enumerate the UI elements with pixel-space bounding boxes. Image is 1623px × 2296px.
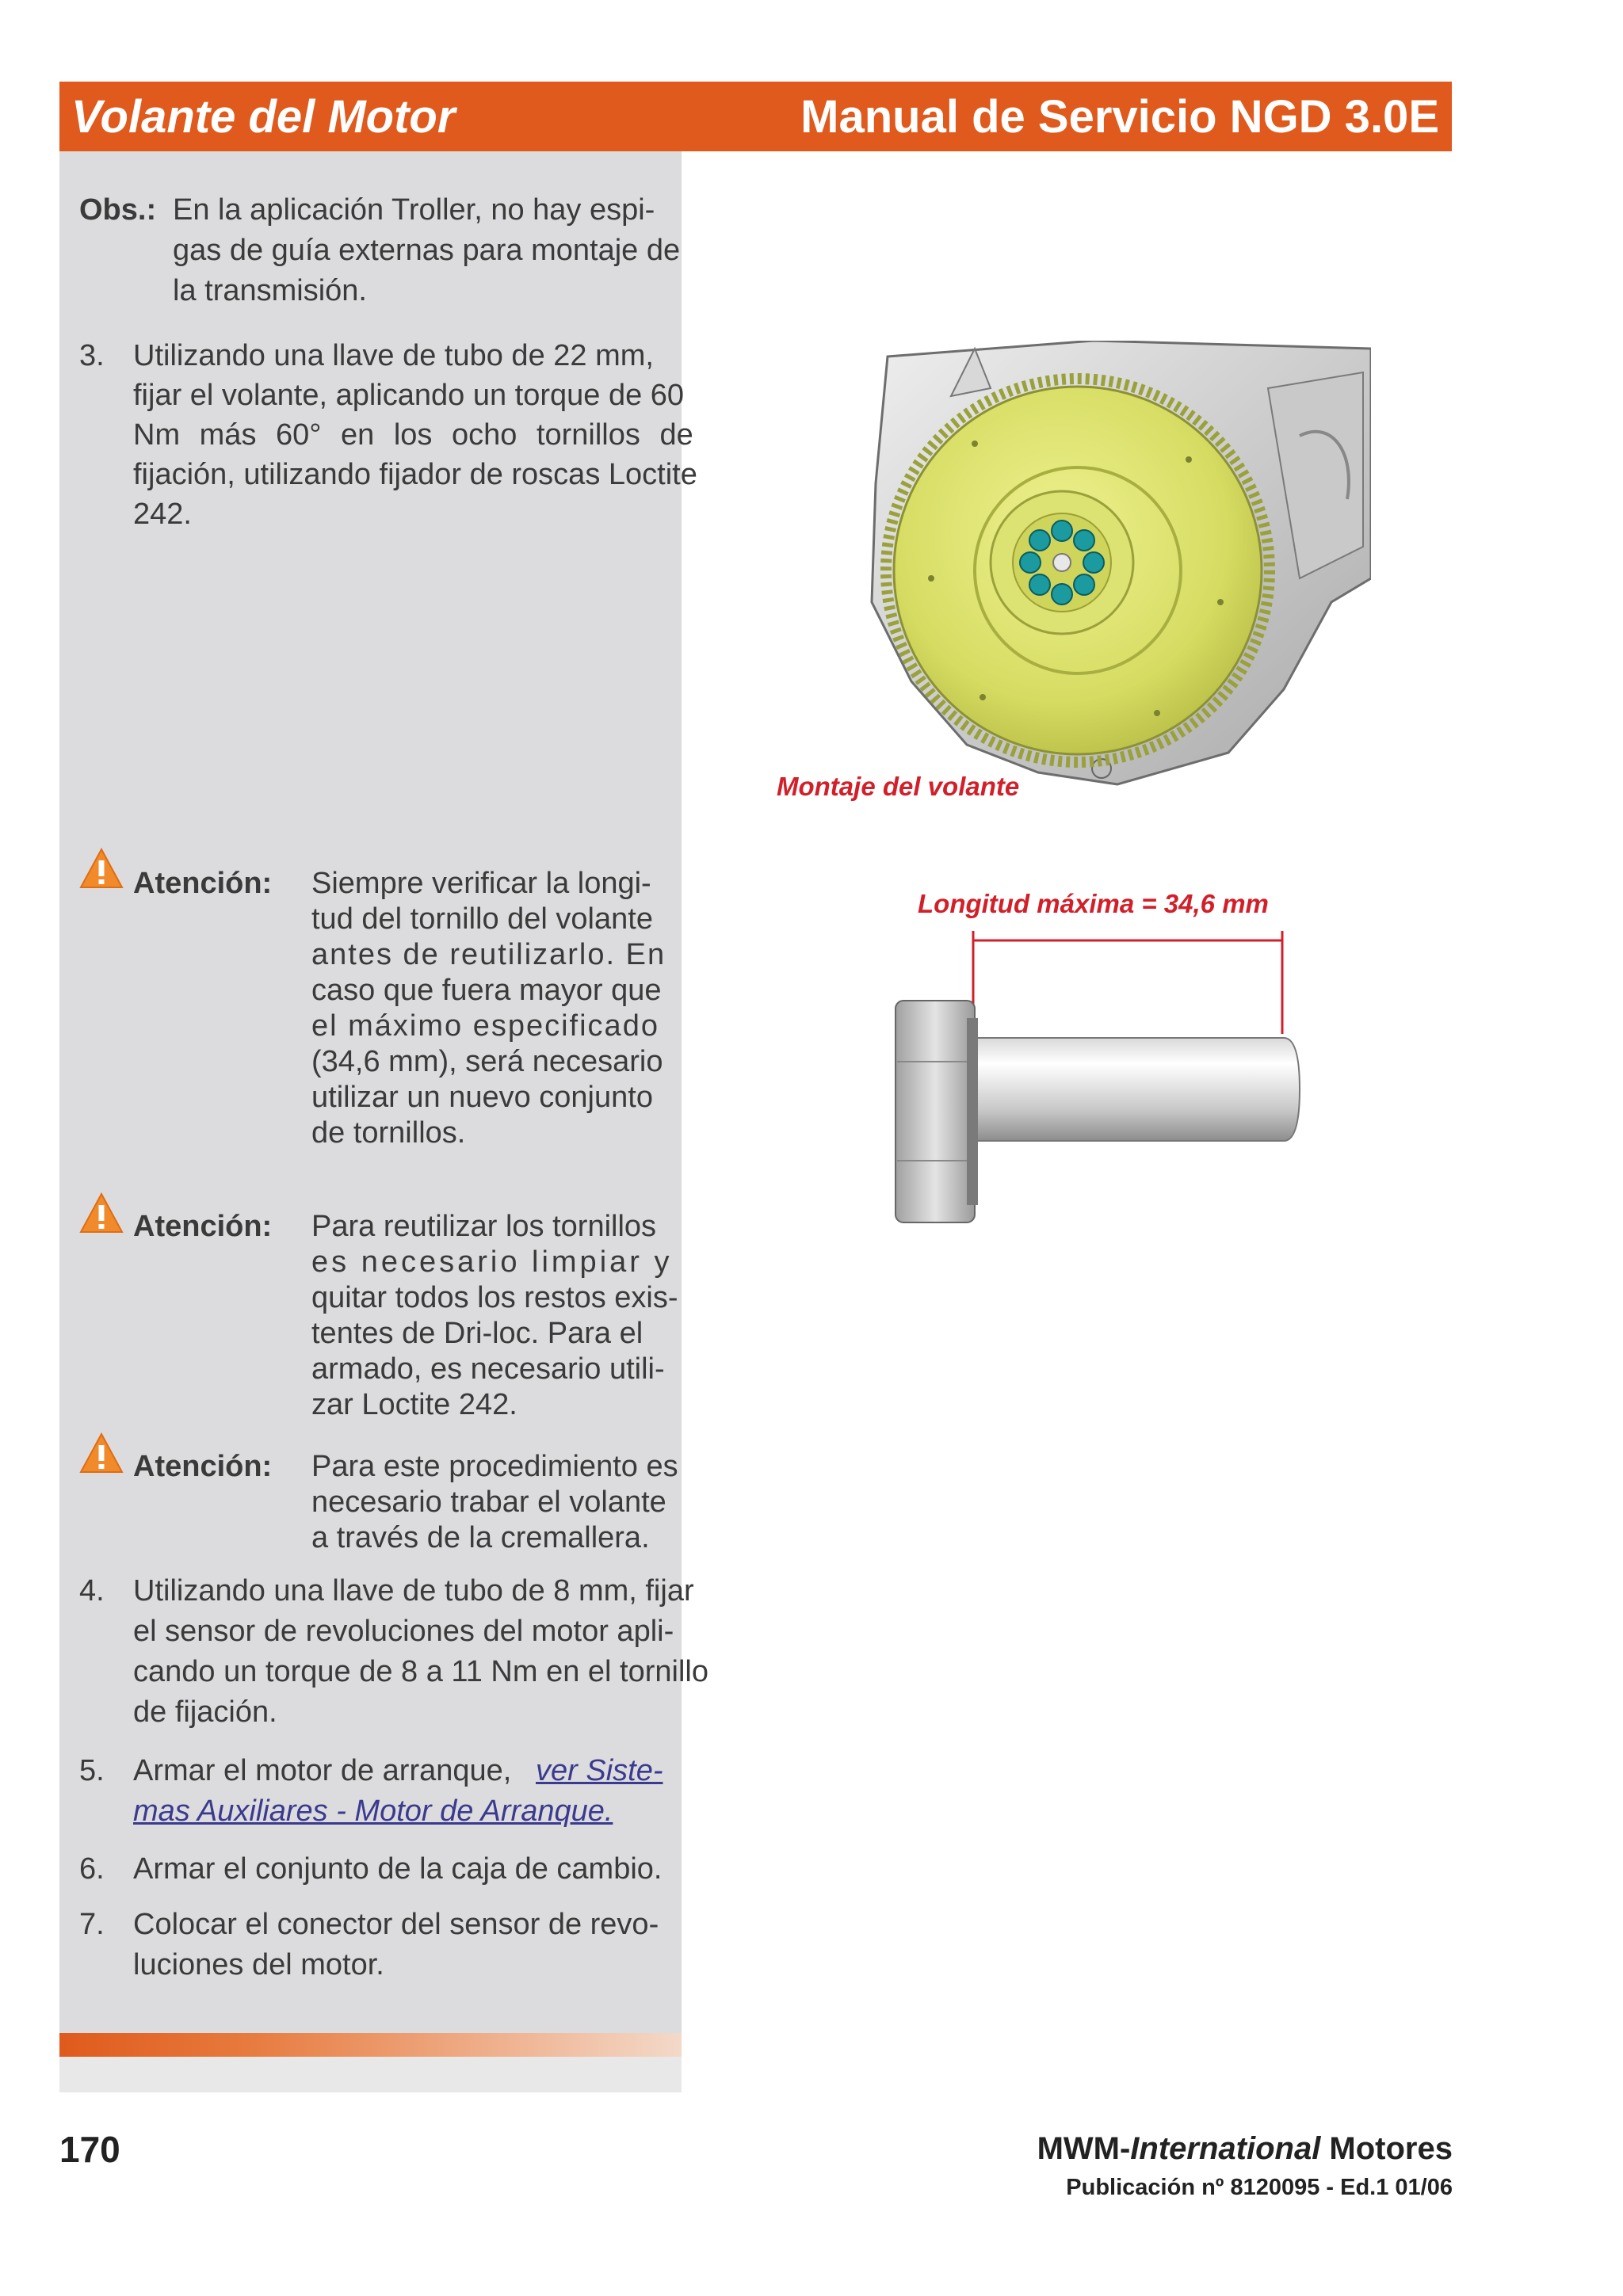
auxiliary-systems-link-part-2[interactable]: mas Auxiliares - Motor de Arranque.	[133, 1794, 613, 1828]
attention-1-line-3: antes de reutilizarlo. En	[311, 938, 666, 971]
step-7-line-2: luciones del motor.	[133, 1948, 384, 1981]
attention-1-line-4: caso que fuera mayor que	[311, 974, 662, 1007]
attention-3-line-1: Para este procedimiento es	[311, 1450, 678, 1483]
step-4-line-2: el sensor de revoluciones del motor apli-	[133, 1615, 674, 1648]
flywheel-caption: Montaje del volante	[777, 772, 1020, 801]
publication-number: Publicación nº 8120095 - Ed.1 01/06	[1066, 2175, 1453, 2200]
attention-3-line-3: a través de la cremallera.	[311, 1521, 650, 1554]
step-6-text: Armar el conjunto de la caja de cambio.	[133, 1852, 663, 1886]
attention-2-line-4: tentes de Dri-loc. Para el	[311, 1317, 643, 1350]
step-7-line-1: Colocar el conector del sensor de revo-	[133, 1908, 659, 1941]
step-3-line-5: 242.	[133, 498, 192, 531]
step-3-line-4: fijación, utilizando fijador de roscas Loctite	[133, 458, 697, 491]
panel-footer-strip	[59, 2057, 682, 2092]
attention-1-line-1: Siempre verificar la longi-	[311, 867, 651, 900]
attention-2-line-2: es necesario limpiar y	[311, 1245, 673, 1279]
attention-1-line-5: el máximo especificado	[311, 1009, 659, 1043]
attention-2-line-1: Para reutilizar los tornillos	[311, 1210, 657, 1243]
attention-label-3: Atención:	[133, 1450, 273, 1483]
step-4-line-4: de fijación.	[133, 1695, 277, 1729]
step-4-line-3: cando un torque de 8 a 11 Nm en el tornillo	[133, 1655, 708, 1688]
attention-1-line-7: utilizar un nuevo conjunto	[311, 1081, 653, 1114]
step-3-line-1: Utilizando una llave de tubo de 22 mm,	[133, 339, 654, 372]
attention-label-1: Atención:	[133, 867, 273, 900]
bolt-measurement-illustration	[888, 931, 1316, 1228]
manual-title: Manual de Servicio NGD 3.0E	[800, 91, 1439, 143]
step-4-line-1: Utilizando una llave de tubo de 8 mm, fijar	[133, 1574, 694, 1608]
obs-line-3: la transmisión.	[173, 274, 367, 307]
attention-2-line-3: quitar todos los restos exis-	[311, 1281, 678, 1314]
brand-prefix: MWM-	[1037, 2131, 1131, 2166]
brand-suffix: Motores	[1320, 2131, 1453, 2166]
obs-label: Obs.:	[79, 193, 157, 227]
step-5-text: Armar el motor de arranque,	[133, 1754, 512, 1787]
warning-icon	[79, 1192, 124, 1234]
attention-label-2: Atención:	[133, 1210, 273, 1243]
attention-3-line-2: necesario trabar el volante	[311, 1486, 666, 1519]
step-5-number: 5.	[79, 1754, 105, 1787]
attention-1-line-8: de tornillos.	[311, 1116, 466, 1150]
attention-1-line-2: tud del tornillo del volante	[311, 902, 653, 936]
step-4-number: 4.	[79, 1574, 105, 1608]
step-7-number: 7.	[79, 1908, 105, 1941]
attention-1-line-6: (34,6 mm), será necesario	[311, 1045, 663, 1078]
step-3-line-3: Nm más 60° en los ocho tornillos de	[133, 418, 693, 452]
panel-gradient-bar	[59, 2033, 682, 2057]
attention-2-line-6: zar Loctite 242.	[311, 1388, 517, 1421]
warning-icon	[79, 1432, 124, 1474]
brand-italic: International	[1130, 2131, 1321, 2166]
auxiliary-systems-link-part-1[interactable]: ver Siste-	[536, 1754, 663, 1787]
obs-line-2: gas de guía externas para montaje de	[173, 234, 681, 267]
footer-brand	[1037, 2131, 1453, 2167]
section-title: Volante del Motor	[71, 91, 456, 143]
bolt-length-caption: Longitud máxima = 34,6 mm	[918, 889, 1269, 918]
page-number: 170	[59, 2129, 120, 2170]
warning-icon	[79, 848, 124, 889]
attention-2-line-5: armado, es necesario utili-	[311, 1352, 665, 1386]
step-3-line-2: fijar el volante, aplicando un torque de 60	[133, 379, 685, 412]
obs-line-1: En la aplicación Troller, no hay espi-	[173, 193, 655, 227]
step-3-number: 3.	[79, 339, 105, 372]
step-6-number: 6.	[79, 1852, 105, 1886]
flywheel-assembly-illustration	[856, 341, 1371, 796]
